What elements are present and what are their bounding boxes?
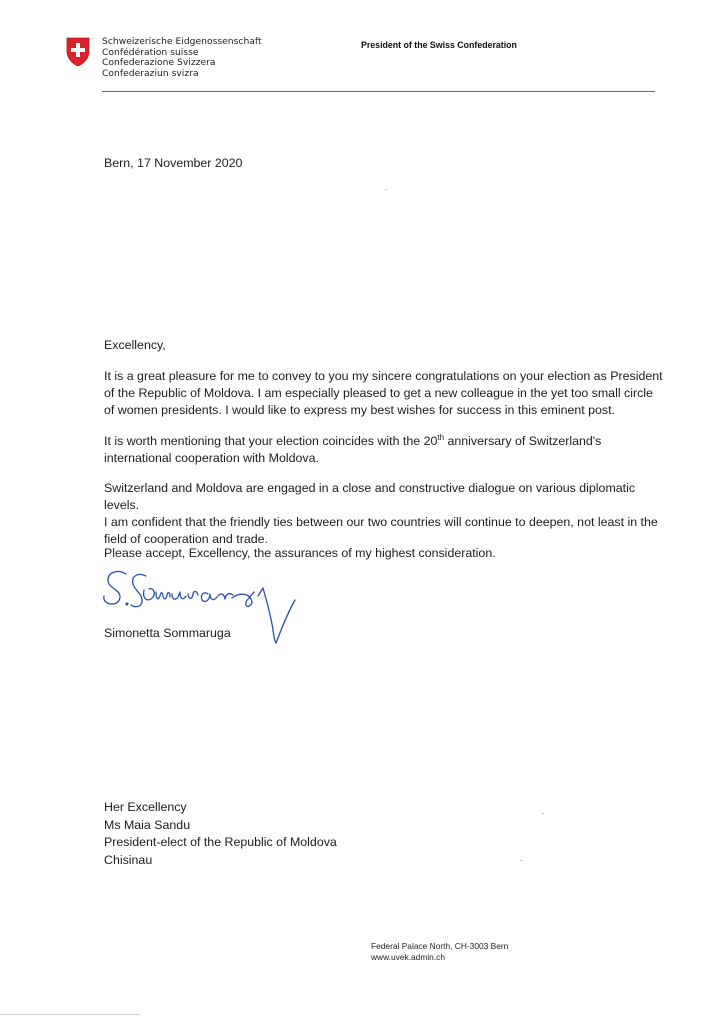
footer-website: www.uvek.admin.ch <box>371 952 446 963</box>
scan-speck <box>520 860 522 861</box>
paragraph-dialogue <box>104 480 664 548</box>
recipient-title: President-elect of the Republic of Moldova <box>104 835 337 849</box>
salutation: Excellency, <box>104 338 166 352</box>
letter-date: Bern, 17 November 2020 <box>104 156 243 170</box>
recipient-city: Chisinau <box>104 852 153 867</box>
paragraph-dialogue-line1: Switzerland and Moldova are engaged in a close and constructive dialogue on various diplomatic levels. <box>104 481 636 512</box>
ordinal-suffix: th <box>437 432 445 442</box>
footer-address <box>371 941 508 964</box>
org-name-rm: Confederaziun svizra <box>102 67 199 79</box>
closing-formula: Please accept, Excellency, the assurances of my highest consideration. <box>104 546 496 560</box>
paragraph-dialogue-line2: I am confident that the friendly ties between our two countries will continue to deepen, not least in the field of cooperation and trade. <box>104 515 658 546</box>
paragraph-congratulations: It is a great pleasure for me to convey to you my sincere congratulations on your election as President of the Republic of Moldova. I am especially pleased to get a new colleague in the yet too small circle of women presidents. I would like to express my best wishes for success in this eminent post. <box>104 369 663 417</box>
scan-speck <box>542 813 544 814</box>
header-divider <box>102 91 655 92</box>
signer-name: Simonetta Sommaruga <box>104 626 231 640</box>
paragraph-anniversary-start: It is worth mentioning that your election coincides with the 20 <box>104 434 438 448</box>
org-name-fr: Confédération suisse <box>102 46 199 58</box>
office-title: President of the Swiss Confederation <box>361 40 517 50</box>
handwritten-signature <box>100 566 300 656</box>
recipient-address <box>104 799 337 869</box>
org-name-de: Schweizerische Eidgenossenschaft <box>102 36 262 47</box>
recipient-honorific: Her Excellency <box>104 800 187 814</box>
scan-edge-line <box>0 1014 140 1015</box>
scan-speck <box>385 189 387 190</box>
organization-names <box>102 37 262 79</box>
org-name-it: Confederazione Svizzera <box>102 57 216 69</box>
recipient-name: Ms Maia Sandu <box>104 817 191 832</box>
footer-street: Federal Palace North, CH-3003 Bern <box>371 941 509 951</box>
paragraph-anniversary <box>104 433 664 467</box>
swiss-cross-shield-icon <box>66 37 90 67</box>
paragraph-anniversary-end: anniversary of Switzerland's international cooperation with Moldova. <box>104 434 602 465</box>
